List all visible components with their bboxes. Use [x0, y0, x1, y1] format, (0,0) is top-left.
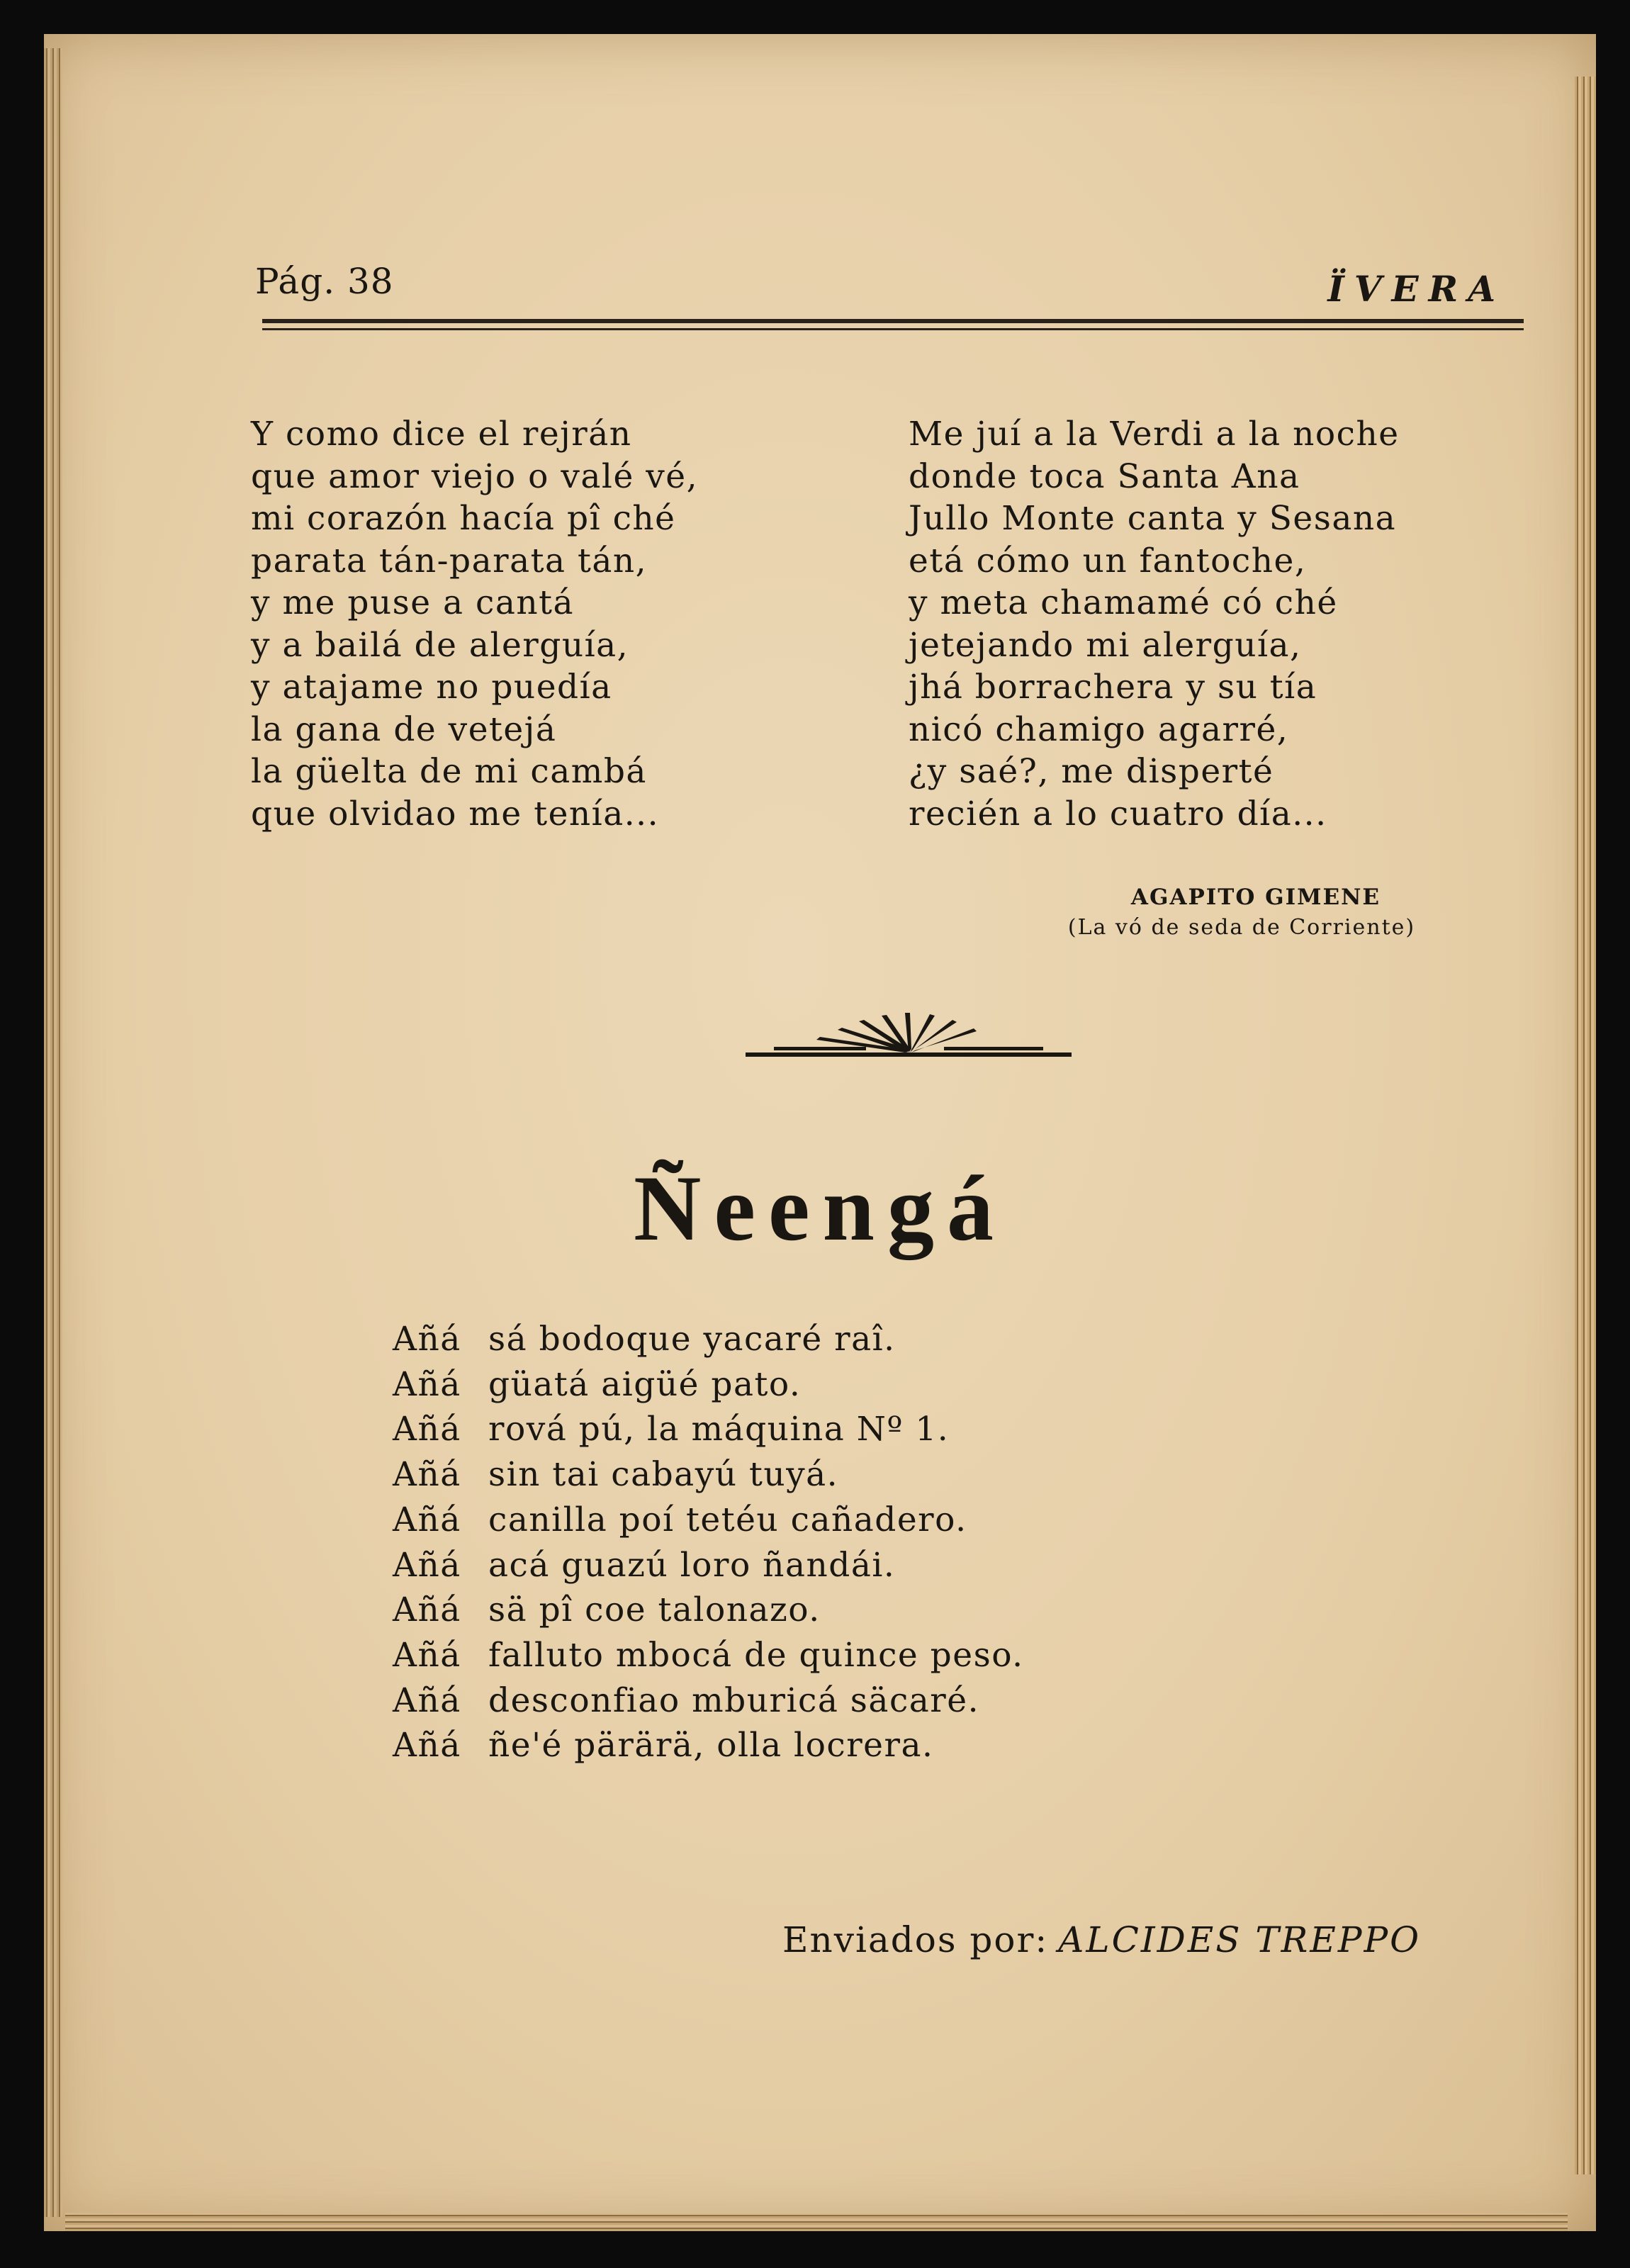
page-edge-right	[1575, 77, 1596, 2174]
verse-line	[393, 1678, 1024, 1724]
verse-first-word: Añá	[393, 1500, 461, 1539]
verse-line	[393, 1498, 1024, 1543]
verse-first-word: Añá	[393, 1680, 461, 1720]
verse-text: sä pî coe talonazo.	[488, 1590, 821, 1630]
sent-by-line	[782, 1919, 1421, 1960]
verse-line	[393, 1723, 1024, 1768]
verse-text: acá guazú loro ñandái.	[488, 1545, 896, 1585]
poem-line: donde toca Santa Ana	[909, 456, 1300, 496]
sunburst-ornament-icon	[731, 1009, 1086, 1065]
verse-line	[393, 1362, 1024, 1408]
verse-text: sin tai cabayú tuyá.	[488, 1455, 839, 1495]
verse-line	[393, 1633, 1024, 1678]
verse-text: desconfiao mburicá säcaré.	[488, 1680, 980, 1720]
magazine-title: ÏVERA	[1327, 268, 1505, 310]
poem-left-column	[251, 413, 698, 835]
verse-first-word: Añá	[393, 1410, 461, 1449]
poem-line: ¿y saé?, me disperté	[909, 752, 1274, 791]
poem-line: nicó chamigo agarré,	[909, 709, 1289, 749]
verse-text: ñe'é pärärä, olla locrera.	[488, 1726, 934, 1765]
poem-line: y a bailá de alerguía,	[251, 625, 629, 665]
verse-first-word: Añá	[393, 1320, 461, 1359]
verse-text: sá bodoque yacaré raî.	[488, 1320, 896, 1359]
verse-first-word: Añá	[393, 1590, 461, 1630]
poem-author-note: (La vó de seda de Corriente)	[1067, 915, 1416, 940]
poem-line: Jullo Monte canta y Sesana	[909, 499, 1397, 538]
poem-line: la güelta de mi cambá	[251, 752, 647, 791]
verse-line	[393, 1543, 1024, 1588]
page-edge-left	[44, 48, 62, 2217]
verse-line	[393, 1588, 1024, 1633]
poem-line: que amor viejo o valé vé,	[251, 456, 699, 496]
verse-line	[393, 1317, 1024, 1362]
verse-text: rová pú, la máquina Nº 1.	[488, 1410, 950, 1449]
poem-line: la gana de vetejá	[251, 709, 557, 749]
sender-name: ALCIDES TREPPO	[1058, 1919, 1422, 1960]
poem-line: recién a lo cuatro día...	[909, 794, 1327, 833]
verse-line	[393, 1407, 1024, 1452]
poem-line: jetejando mi alerguía,	[909, 625, 1302, 665]
verse-text: falluto mbocá de quince peso.	[488, 1635, 1024, 1675]
poem-line: Me juí a la Verdi a la noche	[909, 415, 1400, 454]
poem-line: Y como dice el rejrán	[251, 415, 632, 454]
section-title: Ñeengá	[634, 1156, 1006, 1260]
sent-by-label: Enviados por:	[782, 1919, 1049, 1960]
poem-line: mi corazón hacía pî ché	[251, 499, 676, 538]
header-rule-thin	[262, 328, 1524, 330]
page-number: Pág. 38	[255, 261, 394, 302]
verse-text: canilla poí tetéu cañadero.	[488, 1500, 967, 1539]
poem-line: y me puse a cantá	[251, 583, 575, 622]
header-rule-thick	[262, 319, 1524, 323]
verse-line	[393, 1452, 1024, 1498]
verse-first-word: Añá	[393, 1455, 461, 1495]
page-edge-bottom	[65, 2213, 1568, 2231]
poem-line: y atajame no puedía	[251, 668, 612, 707]
poem-line: que olvidao me tenía...	[251, 794, 660, 833]
poem-line: jhá borrachera y su tía	[909, 668, 1317, 707]
poem-author: AGAPITO GIMENE	[1130, 885, 1381, 910]
poem-line: etá cómo un fantoche,	[909, 541, 1307, 580]
verse-first-word: Añá	[393, 1726, 461, 1765]
verse-first-word: Añá	[393, 1545, 461, 1585]
poem-right-column	[909, 413, 1400, 835]
magazine-page	[44, 34, 1596, 2231]
poem-line: parata tán-parata tán,	[251, 541, 648, 580]
verse-text: güatá aigüé pato.	[488, 1364, 802, 1404]
verse-first-word: Añá	[393, 1364, 461, 1404]
poem-line: y meta chamamé có ché	[909, 583, 1338, 622]
verse-list	[393, 1317, 1024, 1768]
verse-first-word: Añá	[393, 1635, 461, 1675]
